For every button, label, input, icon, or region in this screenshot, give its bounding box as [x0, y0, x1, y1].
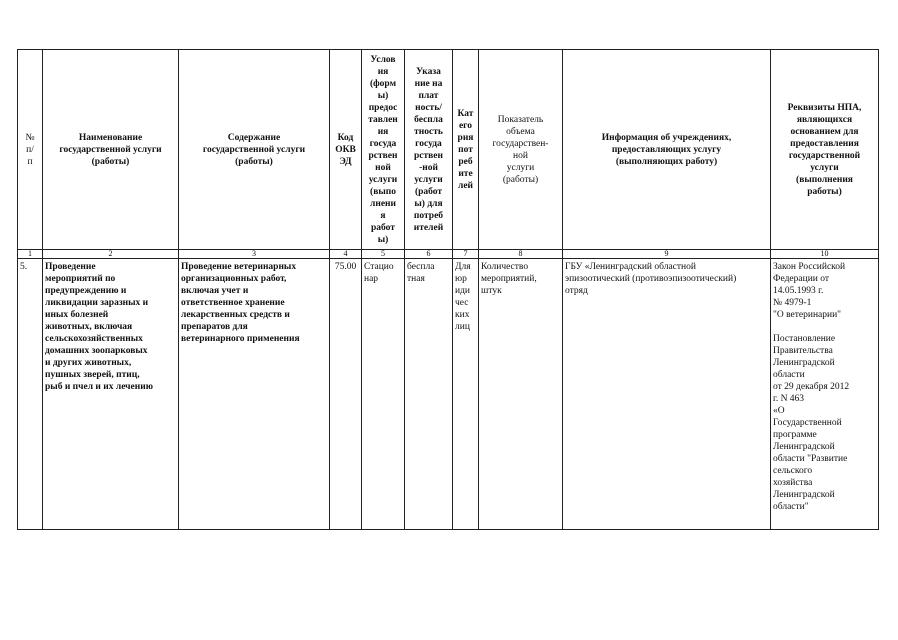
text-line: 14.05.1993 г. [773, 286, 824, 296]
text-line: домашних зоопарковых [45, 346, 148, 356]
text-line: Кат [457, 108, 474, 119]
text-line: реб [458, 156, 473, 167]
npa-cell [771, 259, 879, 530]
text-line: пушных зверей, птиц, [45, 370, 140, 380]
text-line: № [25, 132, 35, 143]
text-line: ия [377, 66, 389, 77]
text-line: Государственной [773, 418, 842, 428]
text-line: пот [458, 144, 473, 155]
text-line: ной [513, 150, 528, 161]
text-line: штук [481, 286, 502, 296]
category-cell [453, 259, 479, 530]
text-line: п/ [26, 144, 34, 155]
text-line: -ной [419, 162, 438, 173]
text-line: мероприятий, [481, 274, 537, 284]
header-conditions [362, 50, 405, 250]
text-line: услуги [810, 162, 839, 173]
text-line: предоставляющих услугу [611, 144, 722, 155]
column-number: 9 [563, 250, 771, 259]
text-line: п [27, 156, 33, 167]
text-line: Ленинградской [773, 442, 835, 452]
text-line: "О ветеринарии" [773, 310, 842, 320]
text-line: государственной [788, 150, 861, 161]
text-line: ние на [414, 78, 443, 89]
text-line: Услов [370, 54, 396, 65]
text-line: государствен- [492, 138, 549, 149]
text-line: ителей [413, 222, 444, 233]
column-number: 4 [330, 250, 362, 259]
column-number-row [18, 250, 879, 259]
text-line: (форм [369, 78, 397, 89]
text-line: рия [457, 132, 474, 143]
text-line: животных, включая [45, 322, 133, 332]
text-line: рствен [414, 150, 443, 161]
text-line: Для [455, 262, 471, 272]
header-category [453, 50, 479, 250]
volume-indicator-cell [479, 259, 563, 530]
text-line: хозяйства [773, 478, 813, 488]
text-line: госуда [415, 138, 442, 149]
text-line: № 4979-1 [773, 298, 812, 308]
text-line: Информация об учреждениях, [601, 132, 732, 143]
text-line: (выполнения [796, 174, 853, 185]
text-line: области [773, 370, 805, 380]
header-number [18, 50, 43, 250]
text-line: организационных работ, [181, 274, 287, 284]
text-line: ность/ [415, 102, 442, 113]
header-row [18, 50, 879, 250]
text-line: Федерации от [773, 274, 830, 284]
text-line: предоставления [790, 138, 859, 149]
header-npa [771, 50, 879, 250]
column-number: 8 [479, 250, 563, 259]
header-service-content [179, 50, 330, 250]
text-line: Ленинградской [773, 490, 835, 500]
text-line: его [458, 120, 473, 131]
text-line: Реквизиты НПА, [787, 102, 862, 113]
text-line: Ленинградской [773, 358, 835, 368]
table-row [18, 259, 879, 530]
text-line: нар [364, 274, 379, 284]
text-line: предупреждению и [45, 286, 127, 296]
text-line: являющихся [796, 114, 853, 125]
text-line: г. N 463 [773, 394, 805, 404]
text-line: тность [414, 126, 443, 137]
header-volume-indicator [479, 50, 563, 250]
text-line: ия [377, 126, 389, 137]
text-line: препаратов для [181, 322, 248, 332]
column-number: 6 [405, 250, 453, 259]
text-line: потреб [413, 210, 444, 221]
services-table [17, 49, 879, 530]
text-line: рствен [368, 150, 398, 161]
column-number: 1 [18, 250, 43, 259]
text-line: (выпо [370, 186, 396, 197]
text-line: ГБУ «Ленинградский областной [565, 262, 696, 272]
header-okved-code [330, 50, 362, 250]
text-line: работ [371, 222, 395, 233]
text-line: ких [455, 310, 470, 320]
column-number: 7 [453, 250, 479, 259]
text-line: Проведение ветеринарных [181, 262, 297, 272]
text-line: Постановление [773, 334, 836, 344]
conditions-cell [362, 259, 405, 530]
text-line: рыб и пчел и их лечению [45, 382, 153, 392]
text-line: ЭД [339, 156, 352, 167]
okved-code-cell: 75.00 [330, 259, 362, 530]
row-number: 5. [18, 259, 43, 530]
text-line: государственной услуги [202, 144, 306, 155]
text-line: Правительства [773, 346, 833, 356]
text-line: области "Развитие [773, 454, 848, 464]
column-number: 10 [771, 250, 879, 259]
text-line: юр [455, 274, 467, 284]
text-line: я [380, 210, 386, 221]
text-line: ветеринарного применения [181, 334, 300, 344]
text-line: Указа [416, 66, 441, 77]
text-line: лнени [370, 198, 396, 209]
text-line: Наименование [78, 132, 143, 143]
text-line: лекарственных средств и [181, 310, 290, 320]
text-line: (выполняющих работу) [615, 156, 718, 167]
text-line: ы) [377, 90, 389, 101]
text-line: Стацио [364, 262, 394, 272]
text-line: ите [458, 168, 473, 179]
text-line: ы) для [414, 198, 443, 209]
text-line: государственной услуги [59, 144, 162, 155]
text-line: Количество [481, 262, 529, 272]
header-institutions [563, 50, 771, 250]
text-line: Проведение [45, 262, 96, 272]
text-line: Закон Российской [773, 262, 846, 272]
text-line: ной [375, 162, 391, 173]
text-line: сельского [773, 466, 813, 476]
text-line: «О [773, 406, 785, 416]
text-line: основанием для [790, 126, 859, 137]
text-line: ликвидации заразных и [45, 298, 149, 308]
text-line: беспла [407, 262, 435, 272]
text-line: услуги [368, 174, 398, 185]
text-line: тавлен [368, 114, 398, 125]
text-line: тная [407, 274, 425, 284]
text-line [773, 321, 876, 333]
column-number: 2 [43, 250, 179, 259]
text-line: объема [506, 126, 535, 137]
text-line: мероприятий по [45, 274, 116, 284]
column-number: 3 [179, 250, 330, 259]
text-line: ответственное хранение [181, 298, 285, 308]
text-line: услуги [414, 174, 443, 185]
text-line: ОКВ [335, 144, 356, 155]
text-line: иди [455, 286, 471, 296]
header-payment [405, 50, 453, 250]
text-line: и других животных, [45, 358, 132, 368]
service-name-cell [43, 259, 179, 530]
text-line: (работы) [235, 156, 273, 167]
text-line: включая учет и [181, 286, 249, 296]
text-line: госуда [369, 138, 397, 149]
text-line: лей [457, 180, 474, 191]
text-line: работы) [807, 186, 842, 197]
text-line: (работ [414, 186, 443, 197]
text-line: сельскохозяйственных [45, 334, 143, 344]
text-line: иных болезней [45, 310, 109, 320]
text-line: Содержание [227, 132, 281, 143]
text-line: лиц [455, 322, 470, 332]
text-line: области" [773, 502, 809, 512]
text-line: (работы) [502, 174, 539, 185]
text-line: ы) [377, 234, 389, 245]
institution-cell [563, 259, 771, 530]
text-line: Код [337, 132, 354, 143]
header-service-name [43, 50, 179, 250]
text-line: чес [455, 298, 469, 308]
text-line: беспла [414, 114, 443, 125]
text-line: (работы) [91, 156, 130, 167]
payment-cell [405, 259, 453, 530]
text-line: эпизоотический (противоэпизоотический) [565, 274, 737, 284]
text-line: программе [773, 430, 817, 440]
column-number: 5 [362, 250, 405, 259]
text-line: от 29 декабря 2012 [773, 382, 850, 392]
text-line: Показатель [497, 114, 544, 125]
text-line: отряд [565, 286, 588, 296]
text-line: плат [418, 90, 439, 101]
text-line: предос [368, 102, 398, 113]
service-content-cell [179, 259, 330, 530]
text-line: услуги [506, 162, 535, 173]
